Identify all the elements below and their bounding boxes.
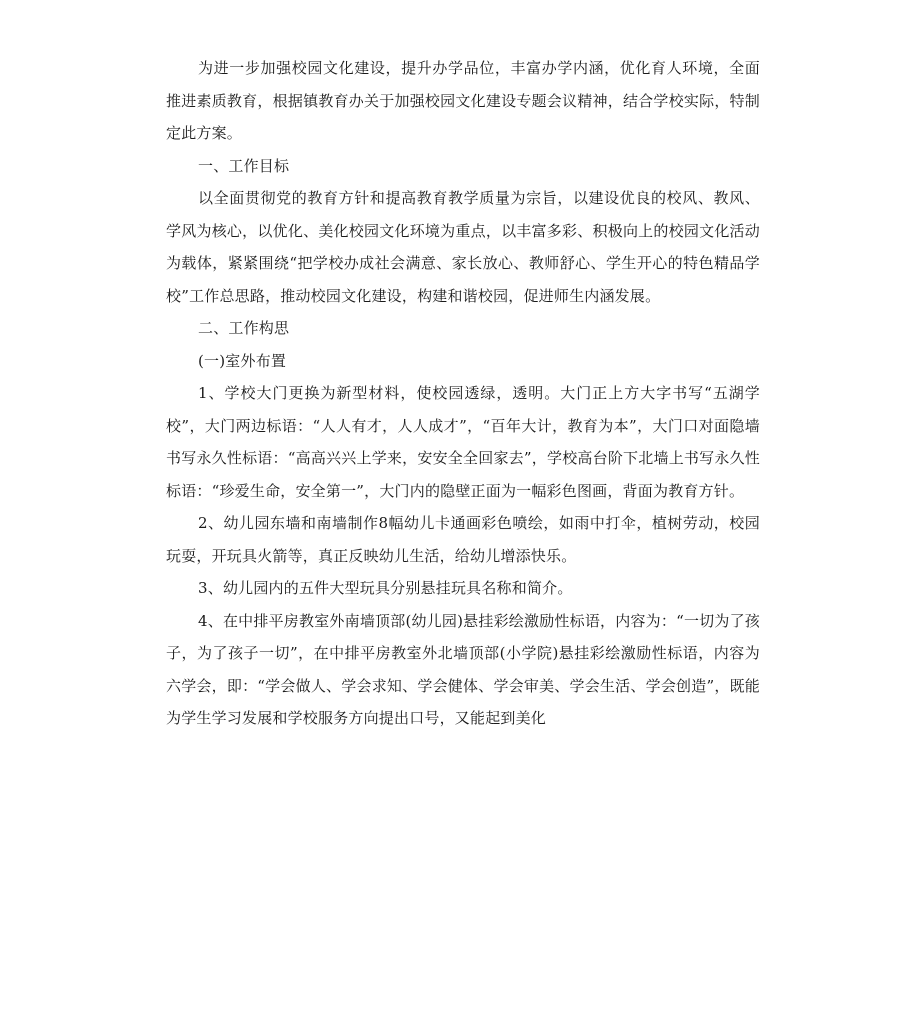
- item-paragraph-1: 1、学校大门更换为新型材料，使校园透绿，透明。大门正上方大字书写“五湖学校”，大门两边标语：“人人有才，人人成才”，“百年大计，教育为本”，大门口对面隐墙书写永久性标语：“高高兴兴上学来，安安全全回家去”，学校高台阶下北墙上书写永久性标语：“珍爱生命，安全第一”，大门内的隐壁正面为一幅彩色图画，背面为教育方针。: [166, 384, 760, 500]
- intro-paragraph: 为进一步加强校园文化建设，提升办学品位，丰富办学内涵，优化育人环境，全面推进素质教育，根据镇教育办关于加强校园文化建设专题会议精神，结合学校实际，特制定此方案。: [166, 59, 760, 142]
- section-heading-plan: 二、工作构思: [198, 319, 290, 337]
- document-body: [166, 52, 760, 735]
- goals-paragraph: 以全面贯彻党的教育方针和提高教育教学质量为宗旨，以建设优良的校风、教风、学风为核心，以优化、美化校园文化环境为重点，以丰富多彩、积极向上的校园文化活动为载体，紧紧围绕“把学校办成社会满意、家长放心、教师舒心、学生开心的特色精品学校”工作总思路，推动校园文化建设，构建和谐校园，促进师生内涵发展。: [166, 189, 760, 305]
- section-heading-goals: 一、工作目标: [198, 156, 290, 175]
- subsection-heading-outdoor: (一)室外布置: [198, 351, 287, 370]
- item-paragraph-4: 4、在中排平房教室外南墙顶部(幼儿园)悬挂彩绘激励性标语，内容为：“一切为了孩子，为了孩子一切”，在中排平房教室外北墙顶部(小学院)悬挂彩绘激励性标语，内容为六学会，即：“学会做人、学会求知、学会健体、学会审美、学会生活、学会创造”，既能为学生学习发展和学校服务方向提出口号，又能起到美化: [166, 611, 760, 727]
- item-paragraph-2: 2、幼儿园东墙和南墙制作8幅幼儿卡通画彩色喷绘，如雨中打伞，植树劳动，校园玩耍，开玩具火箭等，真正反映幼儿生活，给幼儿增添快乐。: [166, 514, 760, 565]
- item-paragraph-3: 3、幼儿园内的五件大型玩具分别悬挂玩具名称和简介。: [198, 579, 573, 597]
